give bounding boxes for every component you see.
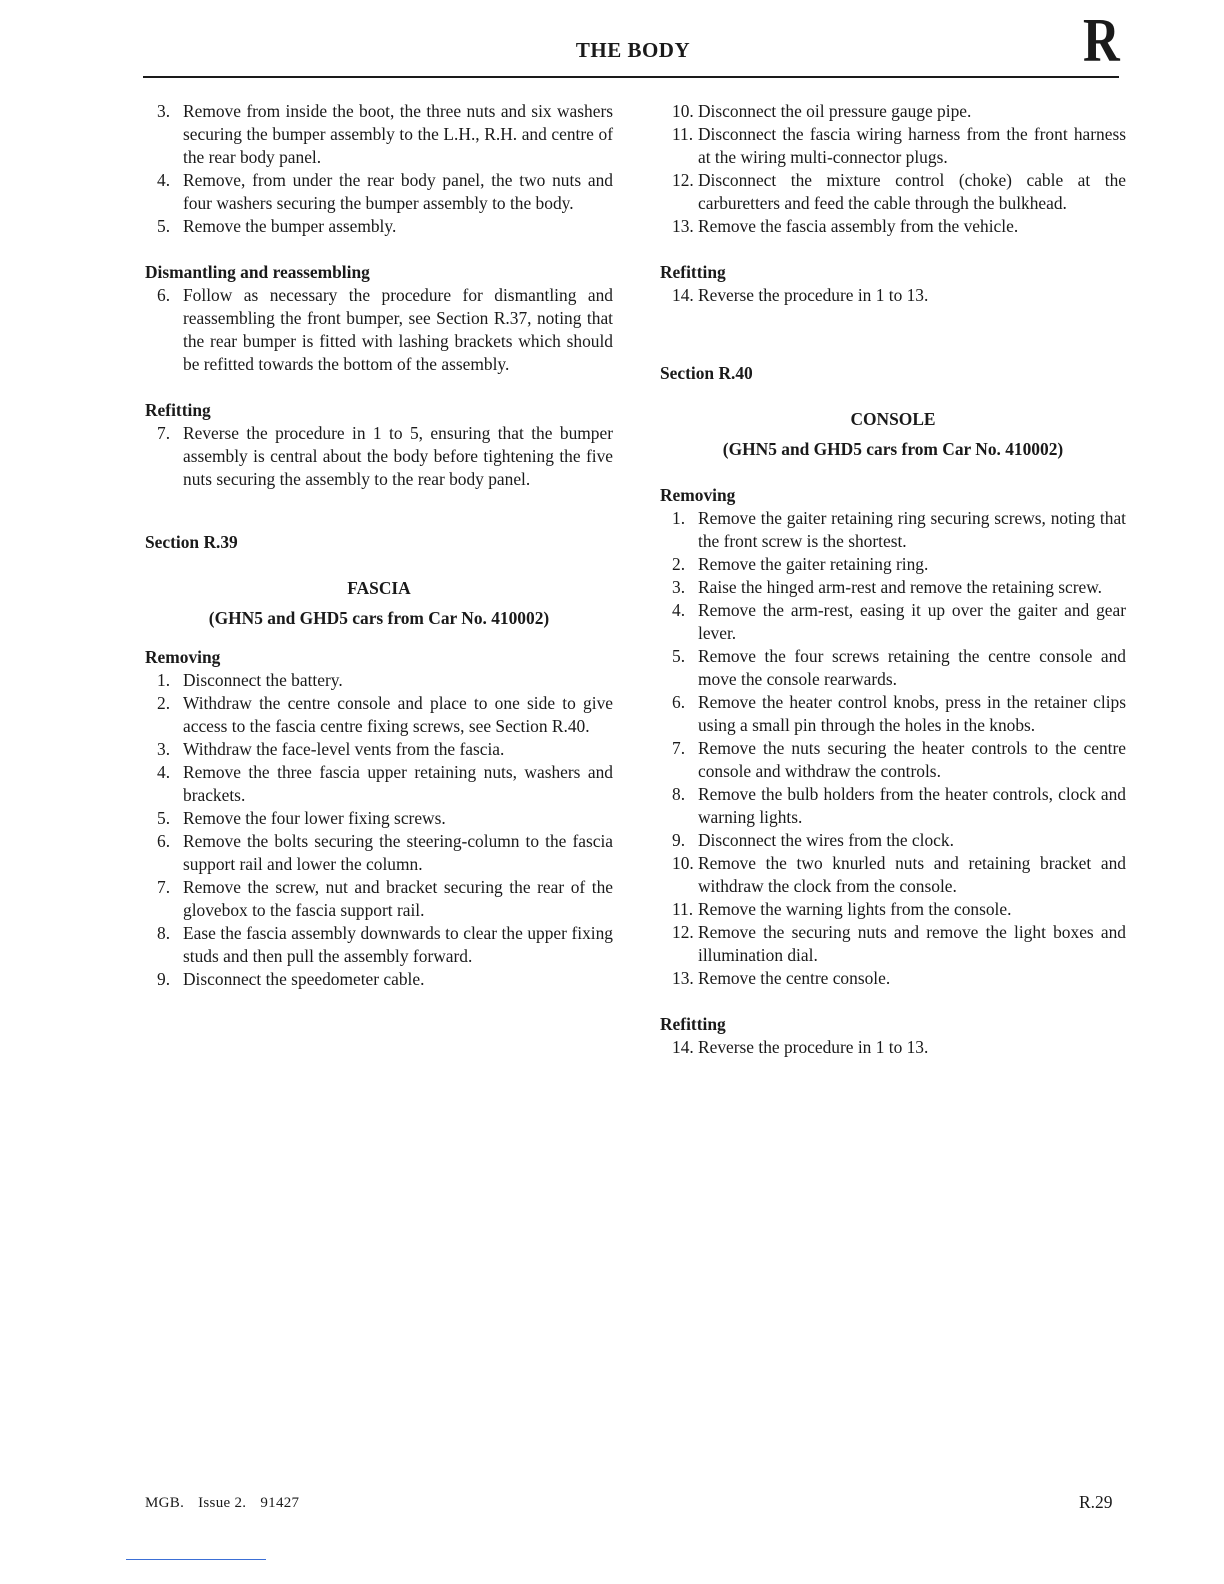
list-item bbox=[145, 807, 613, 830]
console-removal-steps bbox=[660, 507, 1126, 990]
list-item bbox=[660, 284, 1126, 307]
step-text: Remove the warning lights from the console. bbox=[698, 899, 1012, 919]
step-number bbox=[143, 215, 183, 238]
step-number-text: 5. bbox=[672, 646, 686, 666]
step-number-text: 10. bbox=[672, 101, 694, 121]
list-item bbox=[145, 761, 613, 807]
step-text: Remove the bulb holders from the heater controls, clock and warning lights. bbox=[698, 784, 1126, 827]
step-number bbox=[658, 507, 698, 553]
list-item bbox=[660, 100, 1126, 123]
header-divider bbox=[143, 76, 1119, 78]
step-text: Remove the heater control knobs, press in the retainer clips using a small pin through the holes in the knobs. bbox=[698, 692, 1126, 735]
step-number bbox=[143, 284, 183, 376]
step-number bbox=[143, 669, 183, 692]
step-number-text: 3. bbox=[672, 577, 686, 597]
list-item bbox=[145, 922, 613, 968]
list-item bbox=[660, 553, 1126, 576]
step-text: Remove the three fascia upper retaining nuts, washers and brackets. bbox=[183, 762, 613, 805]
list-item bbox=[660, 921, 1126, 967]
refitting-heading: Refitting bbox=[145, 400, 211, 420]
step-text: Withdraw the centre console and place to one side to give access to the fascia centre fixing screws, see Section R.40. bbox=[183, 693, 613, 736]
list-item bbox=[660, 599, 1126, 645]
step-number-text: 11. bbox=[672, 899, 694, 919]
step-number bbox=[658, 169, 698, 215]
step-text: Remove the bumper assembly. bbox=[183, 216, 397, 236]
list-item bbox=[145, 830, 613, 876]
step-number bbox=[658, 645, 698, 691]
list-item bbox=[660, 215, 1126, 238]
fascia-refitting-steps bbox=[660, 284, 1126, 307]
list-item bbox=[660, 737, 1126, 783]
list-item bbox=[145, 692, 613, 738]
list-item bbox=[145, 422, 613, 491]
list-item bbox=[145, 169, 613, 215]
step-number bbox=[658, 898, 698, 921]
step-number-text: 14. bbox=[672, 1037, 694, 1057]
step-number-text: 8. bbox=[672, 784, 686, 804]
step-number bbox=[658, 123, 698, 169]
step-number-text: 5. bbox=[157, 808, 171, 828]
step-number-text: 2. bbox=[157, 693, 171, 713]
step-number-text: 4. bbox=[157, 170, 171, 190]
step-number-text: 3. bbox=[157, 101, 171, 121]
list-item bbox=[660, 829, 1126, 852]
step-number-text: 14. bbox=[672, 285, 694, 305]
step-text: Remove the gaiter retaining ring. bbox=[698, 554, 929, 574]
step-text: Remove the two knurled nuts and retaining bracket and withdraw the clock from the console. bbox=[698, 853, 1126, 896]
step-number bbox=[143, 169, 183, 215]
footer-reference bbox=[145, 1495, 299, 1512]
step-number-text: 4. bbox=[157, 762, 171, 782]
section-label-r40: Section R.40 bbox=[660, 363, 753, 383]
step-text: Remove the nuts securing the heater controls to the centre console and withdraw the controls. bbox=[698, 738, 1126, 781]
step-number-text: 5. bbox=[157, 216, 171, 236]
step-number bbox=[143, 738, 183, 761]
step-number-text: 8. bbox=[157, 923, 171, 943]
list-item bbox=[660, 898, 1126, 921]
step-text: Reverse the procedure in 1 to 5, ensuring that the bumper assembly is central about the body before tightening the five nuts securing the assembly to the rear body panel. bbox=[183, 423, 613, 489]
step-text: Remove the four lower fixing screws. bbox=[183, 808, 446, 828]
step-number-text: 6. bbox=[157, 831, 171, 851]
step-number-text: 9. bbox=[157, 969, 171, 989]
step-number-text: 3. bbox=[157, 739, 171, 759]
list-item bbox=[660, 645, 1126, 691]
step-text: Disconnect the wires from the clock. bbox=[698, 830, 954, 850]
list-item bbox=[660, 576, 1126, 599]
step-number-text: 7. bbox=[672, 738, 686, 758]
step-number-text: 6. bbox=[672, 692, 686, 712]
section-subtitle-console: (GHN5 and GHD5 cars from Car No. 410002) bbox=[722, 439, 1064, 459]
step-number bbox=[658, 553, 698, 576]
step-text: Reverse the procedure in 1 to 13. bbox=[698, 1037, 929, 1057]
step-number bbox=[658, 921, 698, 967]
step-number-text: 13. bbox=[672, 216, 694, 236]
list-item bbox=[145, 100, 613, 169]
step-number-text: 12. bbox=[672, 170, 694, 190]
fascia-removal-steps bbox=[145, 669, 613, 991]
step-text: Remove the centre console. bbox=[698, 968, 891, 988]
bumper-removal-steps bbox=[145, 100, 613, 238]
step-number-text: 11. bbox=[672, 124, 694, 144]
removing-heading: Removing bbox=[145, 647, 221, 667]
list-item bbox=[660, 123, 1126, 169]
step-text: Remove the bolts securing the steering-column to the fascia support rail and lower the column. bbox=[183, 831, 613, 874]
list-item bbox=[660, 507, 1126, 553]
footer-model: MGB. bbox=[145, 1495, 185, 1511]
step-number bbox=[658, 783, 698, 829]
step-text: Remove the screw, nut and bracket securing the rear of the glovebox to the fascia support rail. bbox=[183, 877, 613, 920]
step-number bbox=[143, 807, 183, 830]
step-number-text: 4. bbox=[672, 600, 686, 620]
list-item bbox=[145, 968, 613, 991]
step-text: Remove the arm-rest, easing it up over the gaiter and gear lever. bbox=[698, 600, 1126, 643]
step-number bbox=[658, 215, 698, 238]
step-number-text: 1. bbox=[157, 670, 171, 690]
step-number bbox=[658, 737, 698, 783]
section-title-console: CONSOLE bbox=[850, 409, 936, 429]
footer-issue: Issue 2. bbox=[198, 1495, 247, 1511]
refitting-heading: Refitting bbox=[660, 1014, 726, 1034]
list-item bbox=[145, 669, 613, 692]
step-number bbox=[143, 422, 183, 491]
step-number bbox=[143, 876, 183, 922]
step-number-text: 2. bbox=[672, 554, 686, 574]
step-text: Raise the hinged arm-rest and remove the retaining screw. bbox=[698, 577, 1103, 597]
step-number bbox=[658, 691, 698, 737]
step-text: Remove the four screws retaining the centre console and move the console rearwards. bbox=[698, 646, 1126, 689]
step-number bbox=[658, 100, 698, 123]
list-item bbox=[660, 852, 1126, 898]
step-text: Follow as necessary the procedure for dismantling and reassembling the front bumper, see Section R.37, noting that the rear bumper is fitted with lashing brackets which should be refitted towards the bottom of the assembly. bbox=[183, 285, 613, 374]
step-number bbox=[658, 576, 698, 599]
step-number bbox=[658, 852, 698, 898]
step-text: Withdraw the face-level vents from the fascia. bbox=[183, 739, 505, 759]
step-number bbox=[658, 829, 698, 852]
step-number bbox=[143, 922, 183, 968]
step-text: Disconnect the mixture control (choke) cable at the carburetters and feed the cable through the bulkhead. bbox=[698, 170, 1126, 213]
step-number-text: 6. bbox=[157, 285, 171, 305]
list-item bbox=[145, 738, 613, 761]
step-text: Remove, from under the rear body panel, the two nuts and four washers securing the bumper assembly to the body. bbox=[183, 170, 613, 213]
section-letter: R bbox=[1083, 7, 1120, 75]
refitting-steps bbox=[145, 422, 613, 491]
console-refitting-steps bbox=[660, 1036, 1126, 1059]
step-text: Disconnect the battery. bbox=[183, 670, 343, 690]
right-column bbox=[660, 100, 1126, 1059]
page-title: THE BODY bbox=[575, 38, 691, 62]
step-number bbox=[658, 1036, 698, 1059]
step-number-text: 7. bbox=[157, 423, 171, 443]
footer-link-underline bbox=[126, 1559, 266, 1560]
step-number bbox=[658, 284, 698, 307]
step-number bbox=[658, 599, 698, 645]
step-number bbox=[658, 967, 698, 990]
step-number bbox=[143, 100, 183, 169]
list-item bbox=[660, 783, 1126, 829]
fascia-removal-steps-continued bbox=[660, 100, 1126, 238]
step-number-text: 13. bbox=[672, 968, 694, 988]
list-item bbox=[660, 169, 1126, 215]
step-number-text: 1. bbox=[672, 508, 686, 528]
step-text: Remove the gaiter retaining ring securing screws, noting that the front screw is the shortest. bbox=[698, 508, 1126, 551]
step-text: Reverse the procedure in 1 to 13. bbox=[698, 285, 929, 305]
step-text: Remove the fascia assembly from the vehicle. bbox=[698, 216, 1019, 236]
step-text: Remove from inside the boot, the three nuts and six washers securing the bumper assembly to the L.H., R.H. and centre of the rear body panel. bbox=[183, 101, 613, 167]
step-text: Disconnect the fascia wiring harness from the front harness at the wiring multi-connector plugs. bbox=[698, 124, 1126, 167]
refitting-heading: Refitting bbox=[660, 262, 726, 282]
step-number bbox=[143, 968, 183, 991]
step-text: Ease the fascia assembly downwards to clear the upper fixing studs and then pull the assembly forward. bbox=[183, 923, 613, 966]
list-item bbox=[145, 215, 613, 238]
step-number-text: 9. bbox=[672, 830, 686, 850]
step-number-text: 12. bbox=[672, 922, 694, 942]
list-item bbox=[660, 691, 1126, 737]
section-title-fascia: FASCIA bbox=[347, 578, 411, 598]
list-item bbox=[145, 284, 613, 376]
list-item bbox=[145, 876, 613, 922]
list-item bbox=[660, 967, 1126, 990]
step-text: Remove the securing nuts and remove the light boxes and illumination dial. bbox=[698, 922, 1126, 965]
dismantling-steps bbox=[145, 284, 613, 376]
dismantling-heading: Dismantling and reassembling bbox=[145, 262, 370, 282]
footer-code: 91427 bbox=[260, 1495, 300, 1511]
step-text: Disconnect the speedometer cable. bbox=[183, 969, 425, 989]
left-column bbox=[145, 100, 613, 991]
step-number bbox=[143, 761, 183, 807]
section-subtitle-fascia: (GHN5 and GHD5 cars from Car No. 410002) bbox=[208, 608, 550, 628]
removing-heading: Removing bbox=[660, 485, 736, 505]
step-number-text: 7. bbox=[157, 877, 171, 897]
step-text: Disconnect the oil pressure gauge pipe. bbox=[698, 101, 972, 121]
step-number bbox=[143, 830, 183, 876]
page-number: R.29 bbox=[1079, 1492, 1113, 1512]
section-label-r39: Section R.39 bbox=[145, 532, 238, 552]
step-number-text: 10. bbox=[672, 853, 694, 873]
step-number bbox=[143, 692, 183, 738]
list-item bbox=[660, 1036, 1126, 1059]
